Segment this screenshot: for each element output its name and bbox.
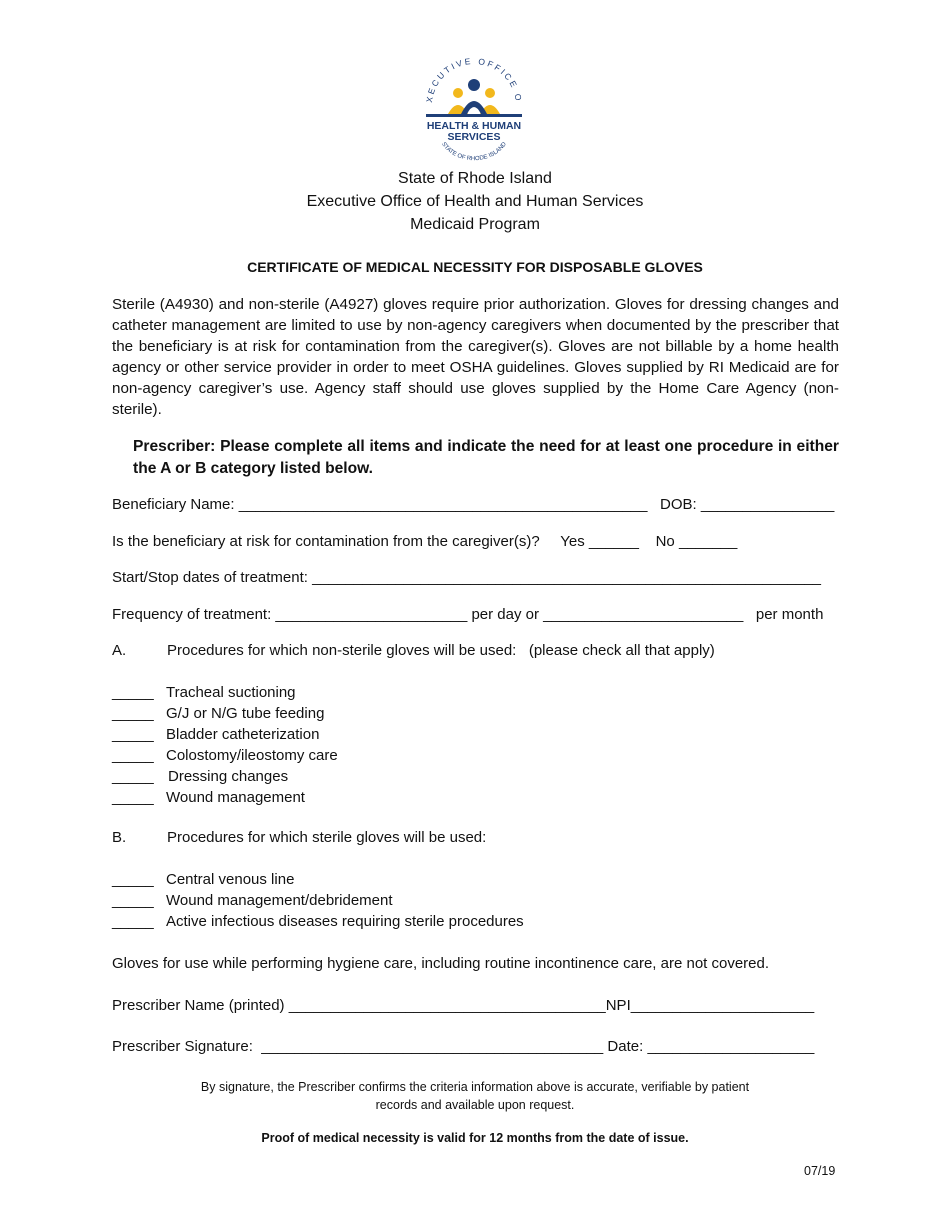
checklist-label: Wound management/debridement <box>166 892 393 909</box>
check-blank[interactable]: _____ <box>112 684 154 701</box>
checklist-label: G/J or N/G tube feeding <box>166 705 325 722</box>
checklist-label: Active infectious diseases requiring sterile procedures <box>166 913 524 930</box>
eohhs-seal-icon <box>418 58 530 166</box>
section-a-heading: Procedures for which non-sterile gloves will be used: (please check all that apply) <box>167 642 715 659</box>
checklist-item[interactable] <box>112 871 294 888</box>
checklist-label: Dressing changes <box>168 768 289 785</box>
check-blank[interactable]: _____ <box>112 871 154 888</box>
beneficiary-name-field[interactable]: Beneficiary Name: _________________________________________________ DOB: ________________ <box>112 496 835 513</box>
treatment-dates-field[interactable]: Start/Stop dates of treatment: _____________________________________________________________ <box>112 569 821 586</box>
checklist-label: Wound management <box>166 789 305 806</box>
prescriber-signature-field[interactable]: Prescriber Signature: _________________________________________ Date: ____________________ <box>112 1038 815 1055</box>
check-blank[interactable]: _____ <box>112 892 154 909</box>
prescriber-name-field[interactable]: Prescriber Name (printed) ______________________________________NPI______________________ <box>112 997 815 1014</box>
checklist-item[interactable] <box>112 768 288 785</box>
validity-note: Proof of medical necessity is valid for 12 months from the date of issue. <box>261 1131 689 1145</box>
logo-line2: SERVICES <box>447 131 501 143</box>
check-blank[interactable]: _____ <box>112 789 154 806</box>
logo-ring-top: XECUTIVE OFFICE O <box>424 58 525 104</box>
svg-text:STATE OF RHODE ISLAND <box>440 141 508 162</box>
checklist-item[interactable] <box>112 684 296 701</box>
hygiene-note: Gloves for use while performing hygiene care, including routine incontinence care, are not covered. <box>112 955 770 972</box>
section-a-letter: A. <box>112 642 127 659</box>
checklist-label: Central venous line <box>166 871 295 888</box>
section-b-letter: B. <box>112 829 127 846</box>
checklist-item[interactable] <box>112 913 524 930</box>
check-blank[interactable]: _____ <box>112 747 154 764</box>
header-state: State of Rhode Island <box>398 170 552 187</box>
confirmation-line-2: records and available upon request. <box>375 1098 575 1112</box>
eohhs-logo <box>418 58 530 166</box>
prescriber-instruction: Prescriber: Please complete all items and indicate the need for at least one procedure in either the A or B category listed below. <box>133 438 839 477</box>
checklist-item[interactable] <box>112 747 338 764</box>
checklist-label: Tracheal suctioning <box>166 684 296 701</box>
section-b-heading: Procedures for which sterile gloves will be used: <box>167 829 487 846</box>
checklist-item[interactable] <box>112 705 324 722</box>
checklist-item[interactable] <box>112 789 305 806</box>
checklist-item[interactable] <box>112 726 319 743</box>
intro-paragraph: Sterile (A4930) and non-sterile (A4927) gloves require prior authorization. Gloves for dressing changes and catheter management are limited to use by non-agency caregivers when documented by the prescriber that the beneficiary is at risk for contamination from the caregiver(s). Gloves are not billable by a home health agency or other service provider in order to meet OSHA guidelines. Gloves supplied by RI Medicaid are for non-agency caregiver’s use. Agency staff should use gloves supplied by the Home Care Agency (non-sterile). <box>112 296 839 418</box>
checklist-item[interactable] <box>112 892 393 909</box>
check-blank[interactable]: _____ <box>112 913 154 930</box>
treatment-frequency-field[interactable]: Frequency of treatment: _______________________ per day or ________________________ per month <box>112 606 824 623</box>
document-title: CERTIFICATE OF MEDICAL NECESSITY FOR DISPOSABLE GLOVES <box>247 259 703 275</box>
revision-date: 07/19 <box>804 1164 836 1178</box>
confirmation-line-1: By signature, the Prescriber confirms the criteria information above is accurate, verifiable by patient <box>200 1080 750 1094</box>
logo-line1: HEALTH & HUMAN <box>426 120 522 132</box>
logo-ring-bottom: STATE OF RHODE ISLAND <box>440 141 508 163</box>
risk-question-field[interactable]: Is the beneficiary at risk for contamination from the caregiver(s)? Yes ______ No _______ <box>112 533 738 550</box>
checklist-label: Bladder catheterization <box>166 726 320 743</box>
check-blank[interactable]: _____ <box>112 726 154 743</box>
header-program: Medicaid Program <box>410 216 540 233</box>
header-office: Executive Office of Health and Human Services <box>306 193 644 210</box>
checklist-label: Colostomy/ileostomy care <box>166 747 338 764</box>
check-blank[interactable]: _____ <box>112 768 154 785</box>
check-blank[interactable]: _____ <box>112 705 154 722</box>
